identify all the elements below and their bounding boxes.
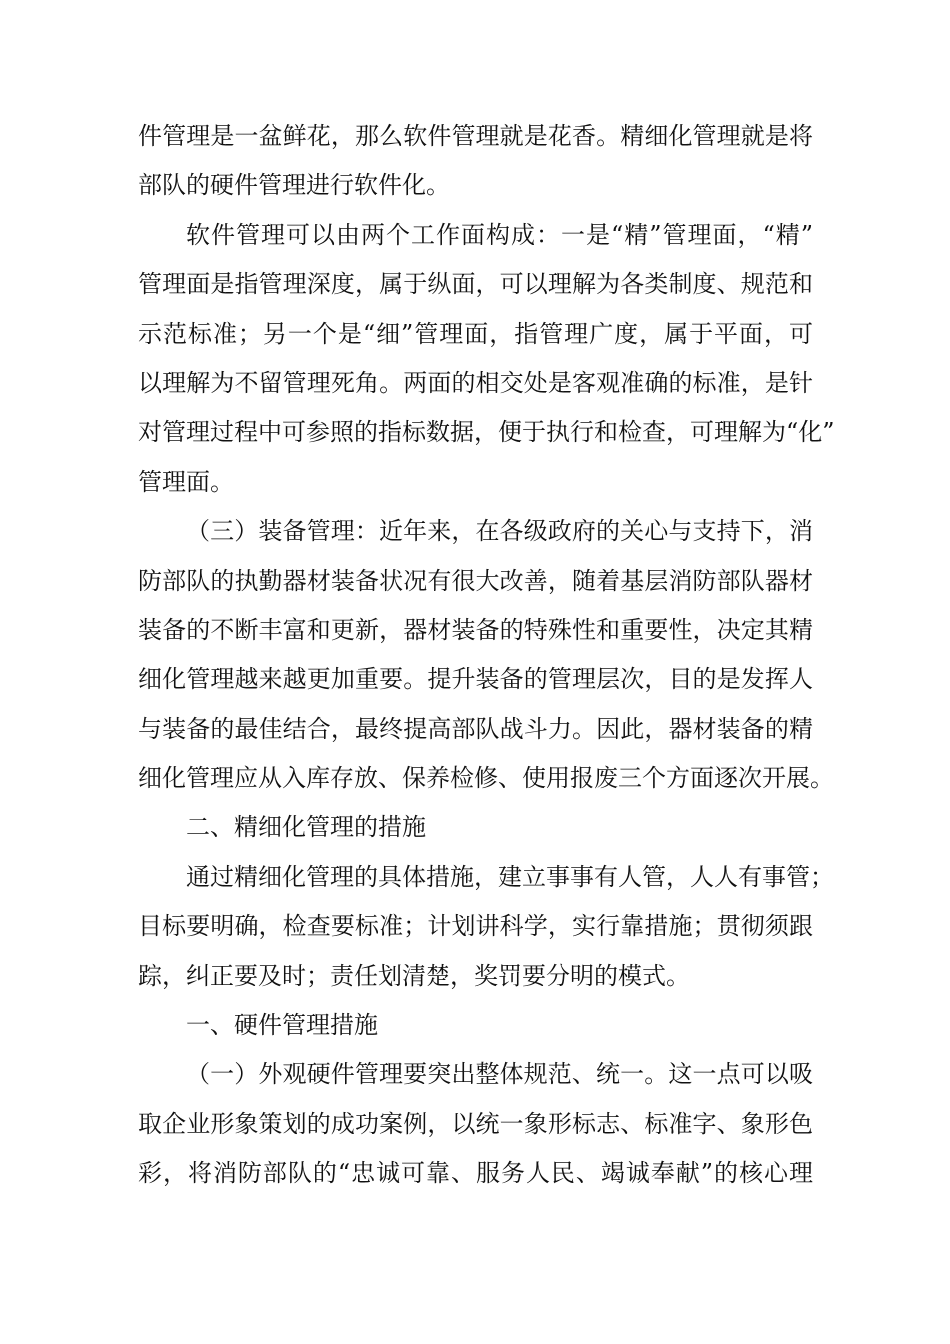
paragraph-line: 细化管理越来越更加重要。提升装备的管理层次，目的是发挥人 <box>138 665 813 694</box>
paragraph-line: 与装备的最佳结合，最终提高部队战斗力。因此，器材装备的精 <box>138 714 813 743</box>
paragraph-line: 防部队的执勤器材装备状况有很大改善，随着基层消防部队器材 <box>138 566 813 595</box>
document-body <box>138 112 835 1199</box>
paragraph-line: 装备的不断丰富和更新，器材装备的特殊性和重要性，决定其精 <box>138 615 813 644</box>
paragraph-line: 细化管理应从入库存放、保养检修、使用报废三个方面逐次开展。 <box>138 764 834 793</box>
paragraph-line: （三）装备管理：近年来，在各级政府的关心与支持下，消 <box>186 517 813 546</box>
paragraph-line: 目标要明确，检查要标准；计划讲科学，实行靠措施；贯彻须跟 <box>138 912 813 941</box>
paragraph-line: 部队的硬件管理进行软件化。 <box>138 171 450 200</box>
paragraph-line: （一）外观硬件管理要突出整体规范、统一。这一点可以吸 <box>186 1060 813 1089</box>
paragraph-line: 管理面是指管理深度，属于纵面，可以理解为各类制度、规范和 <box>138 270 813 299</box>
paragraph-line: 通过精细化管理的具体措施，建立事事有人管，人人有事管； <box>186 862 834 891</box>
paragraph-line: 踪，纠正要及时；责任划清楚，奖罚要分明的模式。 <box>138 961 690 990</box>
paragraph-line: 以理解为不留管理死角。两面的相交处是客观准确的标准，是针 <box>138 368 813 397</box>
paragraph-line: 件管理是一盆鲜花，那么软件管理就是花香。精细化管理就是将 <box>138 122 813 150</box>
section-heading: 二、精细化管理的措施 <box>186 813 426 842</box>
paragraph-line: 示范标准；另一个是“细”管理面，指管理广度，属于平面，可 <box>138 319 813 348</box>
section-heading: 一、硬件管理措施 <box>186 1011 378 1040</box>
paragraph-line: 彩，将消防部队的“忠诚可靠、服务人民、竭诚奉献”的核心理 <box>138 1159 813 1188</box>
paragraph-line: 对管理过程中可参照的指标数据，便于执行和检查，可理解为“化” <box>138 418 835 447</box>
paragraph-line: 软件管理可以由两个工作面构成：一是“精”管理面，“精” <box>186 220 813 249</box>
paragraph-line: 取企业形象策划的成功案例，以统一象形标志、标准字、象形色 <box>138 1109 813 1138</box>
paragraph-line: 管理面。 <box>138 467 234 496</box>
